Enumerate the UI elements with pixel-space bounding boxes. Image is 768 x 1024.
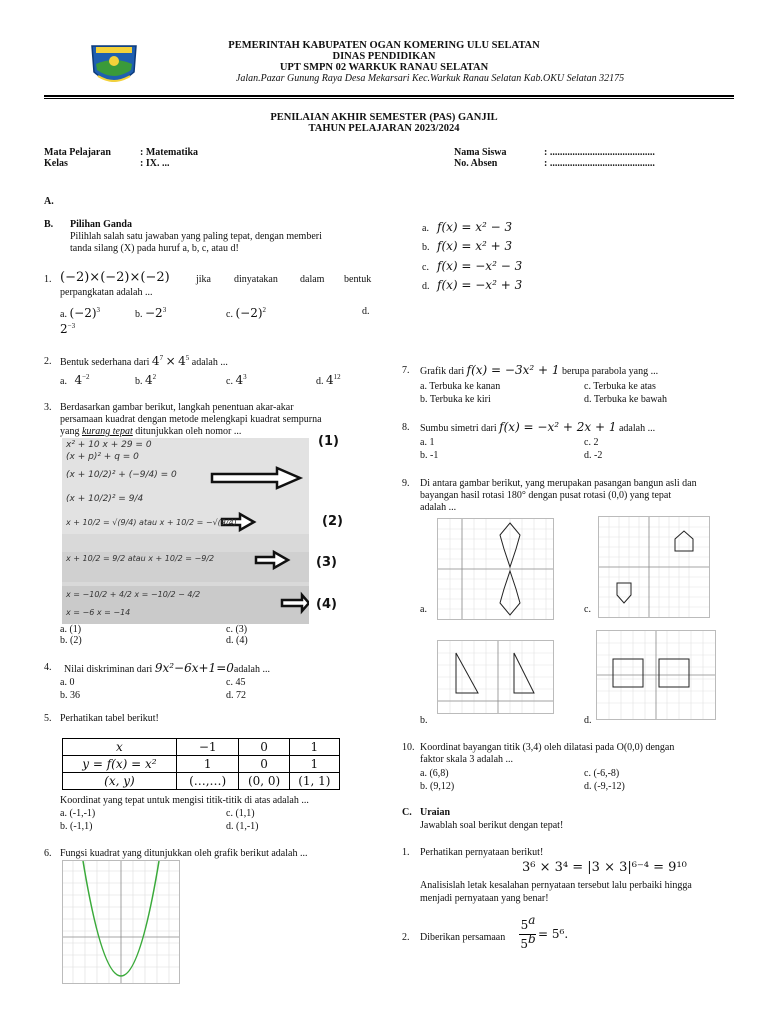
- header-rule-thick: [44, 95, 734, 97]
- q2-option-a[interactable]: a. $4^{-2}$: [60, 373, 90, 387]
- q5-question: Koordinat yang tepat untuk mengisi titik-titik di atas adalah ...: [60, 795, 309, 806]
- u2-fraction-numerator: 5$^a$: [520, 913, 536, 932]
- header-department: DINAS PENDIDIKAN: [332, 51, 436, 62]
- table-cell: y = f(x) = x²: [63, 756, 177, 773]
- q6-parabola-graph: [62, 860, 180, 984]
- class-value: : IX. ...: [140, 158, 170, 169]
- section-c-title: Uraian: [420, 807, 450, 818]
- q9-option-b[interactable]: b.: [420, 715, 428, 726]
- u2-number: 2.: [402, 932, 410, 943]
- q3-option-c[interactable]: c. (3): [226, 624, 248, 635]
- table-row: [63, 739, 340, 756]
- q6-option-b-letter[interactable]: b.: [422, 242, 430, 253]
- u2-fraction-denominator: 5$^b$: [520, 932, 536, 951]
- q6-option-a[interactable]: f(x) = x² − 3: [437, 220, 513, 234]
- q8-option-a[interactable]: a. 1: [420, 437, 435, 448]
- q10-text-line2: faktor skala 3 adalah ...: [420, 754, 514, 765]
- table-row: [63, 773, 340, 790]
- q7-option-a[interactable]: a. Terbuka ke kanan: [420, 381, 501, 392]
- header-school: UPT SMPN 02 WARKUK RANAU SELATAN: [279, 62, 489, 73]
- q4-option-d[interactable]: d. 72: [226, 690, 246, 701]
- class-label: Kelas: [44, 158, 68, 169]
- section-b-label: B.: [44, 219, 54, 230]
- q10-option-d[interactable]: d. (-9,-12): [584, 781, 625, 792]
- q6-text: Fungsi kuadrat yang ditunjukkan oleh grafik berikut adalah ...: [60, 848, 308, 859]
- exam-title: PENILAIAN AKHIR SEMESTER (PAS) GANJIL: [270, 112, 498, 123]
- u2-rhs: = 5⁶.: [538, 927, 569, 941]
- subject-value: : Matematika: [140, 147, 199, 158]
- section-c-label: C.: [402, 807, 412, 818]
- q2-option-b[interactable]: b. $4^2$: [135, 373, 157, 387]
- q2-option-d[interactable]: d. $4^{12}$: [316, 373, 341, 387]
- section-c-instruction: Jawablah soal berikut dengan tepat!: [420, 820, 564, 831]
- q8-option-c[interactable]: c. 2: [584, 437, 599, 448]
- q4-option-a[interactable]: a. 0: [60, 677, 75, 688]
- u1-text: Perhatikan pernyataan berikut!: [420, 847, 544, 858]
- u1-text-line2: menjadi pernyataan yang benar!: [420, 893, 549, 904]
- q2-number: 2.: [44, 356, 52, 367]
- section-b-title: Pilihan Ganda: [70, 219, 132, 230]
- q1-expression: (−2)×(−2)×(−2): [60, 270, 170, 285]
- q1-option-d[interactable]: $2^{-3}$: [60, 322, 76, 336]
- q4-option-b[interactable]: b. 36: [60, 690, 80, 701]
- q8-option-d[interactable]: d. -2: [584, 450, 603, 461]
- q6-option-c-letter[interactable]: c.: [422, 262, 429, 273]
- q10-number: 10.: [402, 742, 415, 753]
- table-cell: 0: [239, 739, 289, 756]
- q3-hw-line: x + 10/2 = √(9/4) atau x + 10/2 = −√(9/4): [66, 518, 237, 527]
- q6-number: 6.: [44, 848, 52, 859]
- q1-option-d-letter[interactable]: d.: [362, 306, 370, 317]
- table-cell: 1: [176, 756, 239, 773]
- header-government: PEMERINTAH KABUPATEN OGAN KOMERING ULU SELATAN: [228, 40, 540, 51]
- q3-step-label: (3): [316, 555, 337, 570]
- q5-option-d[interactable]: d. (1,-1): [226, 821, 259, 832]
- q1-word: jika: [196, 274, 211, 285]
- table-cell: 1: [289, 756, 339, 773]
- q3-step-label: (1): [318, 434, 339, 449]
- q7-option-c[interactable]: c. Terbuka ke atas: [584, 381, 656, 392]
- table-cell: (0, 0): [239, 773, 289, 790]
- q4-number: 4.: [44, 662, 52, 673]
- q10-option-b[interactable]: b. (9,12): [420, 781, 455, 792]
- q3-step-label: (2): [322, 514, 343, 529]
- section-b-instruction-1: Pilihlah salah satu jawaban yang paling tepat, dengan memberi: [70, 231, 322, 242]
- header-address: Jalan.Pazar Gunung Raya Desa Mekarsari Kec.Warkuk Ranau Selatan Kab.OKU Selatan 32175: [235, 73, 625, 84]
- q9-option-d[interactable]: d.: [584, 715, 592, 726]
- q9-text-line1: Di antara gambar berikut, yang merupakan pasangan bangun asli dan: [420, 478, 697, 489]
- table-cell: −1: [176, 739, 239, 756]
- q1-option-c[interactable]: c. $(-2)^2$: [226, 306, 267, 320]
- subject-label: Mata Pelajaran: [44, 147, 111, 158]
- q1-word: dinyatakan: [234, 274, 278, 285]
- q6-option-c[interactable]: f(x) = −x² − 3: [437, 259, 523, 273]
- q9-figure-b[interactable]: [437, 640, 554, 714]
- q3-hw-line: (x + p)² + q = 0: [66, 452, 139, 462]
- q3-text-line2: persamaan kuadrat dengan metode melengkapi kuadrat sempurna: [60, 414, 322, 425]
- u1-number: 1.: [402, 847, 410, 858]
- q9-text-line2: bayangan hasil rotasi 180° dengan pusat rotasi (0,0) yang tepat: [420, 490, 672, 501]
- q6-option-a-letter[interactable]: a.: [422, 223, 429, 234]
- header-rule-thin: [44, 98, 734, 99]
- q5-option-b[interactable]: b. (-1,1): [60, 821, 93, 832]
- q9-number: 9.: [402, 478, 410, 489]
- u1-text-line1: Analisislah letak kesalahan pernyataan tersebut lalu perbaiki hingga: [420, 880, 692, 891]
- q1-number: 1.: [44, 274, 52, 285]
- q5-text: Perhatikan tabel berikut!: [60, 713, 159, 724]
- q3-hw-line: x = −10/2 + 4/2 x = −10/2 − 4/2: [66, 590, 201, 599]
- q6-option-d-letter[interactable]: d.: [422, 281, 430, 292]
- table-cell: (…,…): [176, 773, 239, 790]
- q9-figure-d[interactable]: [596, 630, 716, 720]
- q3-handwritten-photo: [62, 438, 309, 624]
- q3-hw-line: x + 10/2 = 9/2 atau x + 10/2 = −9/2: [66, 554, 215, 563]
- q1-word: dalam: [300, 274, 325, 285]
- q7-number: 7.: [402, 365, 410, 376]
- q1-text-line2: perpangkatan adalah ...: [60, 287, 153, 298]
- q3-number: 3.: [44, 402, 52, 413]
- q7-option-b[interactable]: b. Terbuka ke kiri: [420, 394, 491, 405]
- name-label: Nama Siswa: [454, 147, 507, 158]
- q10-text-line1: Koordinat bayangan titik (3,4) oleh dilatasi pada O(0,0) dengan: [420, 742, 675, 753]
- q2-text: Bentuk sederhana dari $4^7 \times 4^5$ adalah ...: [60, 354, 228, 368]
- table-cell: 0: [239, 756, 289, 773]
- u2-text: Diberikan persamaan: [420, 932, 506, 943]
- q9-figure-c[interactable]: [598, 516, 710, 618]
- table-cell: (1, 1): [289, 773, 339, 790]
- q9-text-line3: adalah ...: [420, 502, 457, 513]
- table-row: [63, 756, 340, 773]
- absen-field[interactable]: : ..........................................: [544, 158, 655, 169]
- q5-number: 5.: [44, 713, 52, 724]
- q5-table: [62, 738, 340, 790]
- q4-option-c[interactable]: c. 45: [226, 677, 246, 688]
- q3-hw-line: x² + 10 x + 29 = 0: [66, 440, 152, 450]
- q7-option-d[interactable]: d. Terbuka ke bawah: [584, 394, 667, 405]
- q3-hw-line: (x + 10/2)² = 9/4: [66, 494, 144, 504]
- section-b-instruction-2: tanda silang (X) pada huruf a, b, c, atau d!: [70, 243, 239, 254]
- q5-option-a[interactable]: a. (-1,-1): [60, 808, 96, 819]
- q1-word: bentuk: [344, 274, 372, 285]
- q5-option-c[interactable]: c. (1,1): [226, 808, 255, 819]
- q3-step-label: (4): [316, 597, 337, 612]
- q6-option-d[interactable]: f(x) = −x² + 3: [437, 278, 523, 292]
- q2-option-c[interactable]: c. $4^3$: [226, 373, 247, 387]
- q3-text-line3: yang kurang tepat ditunjukkan oleh nomor ...: [60, 426, 242, 437]
- q8-text: Sumbu simetri dari f(x) = −x² + 2x + 1 adalah ...: [420, 420, 656, 434]
- q6-option-b[interactable]: f(x) = x² + 3: [437, 239, 513, 253]
- q8-option-b[interactable]: b. -1: [420, 450, 439, 461]
- q3-hw-line: x = −6 x = −14: [66, 608, 131, 617]
- q3-text-line1: Berdasarkan gambar berikut, langkah penentuan akar-akar: [60, 402, 294, 413]
- name-field[interactable]: : ..........................................: [544, 147, 655, 158]
- u1-expression: 3⁶ × 3⁴ = |3 × 3|⁶⁻⁴ = 9¹⁰: [522, 860, 687, 875]
- q9-figure-a[interactable]: [437, 518, 554, 620]
- q3-option-a[interactable]: a. (1): [60, 624, 82, 635]
- q8-number: 8.: [402, 422, 410, 433]
- q10-option-a[interactable]: a. (6,8): [420, 768, 449, 779]
- table-cell: (x, y): [63, 773, 177, 790]
- section-a-label: A.: [44, 196, 54, 207]
- q9-option-a[interactable]: a.: [420, 604, 427, 615]
- table-cell: x: [63, 739, 177, 756]
- q3-option-d[interactable]: d. (4): [226, 635, 248, 646]
- q1-option-b[interactable]: b. $-2^3$: [135, 306, 167, 320]
- q10-option-c[interactable]: c. (-6,-8): [584, 768, 620, 779]
- exam-year: TAHUN PELAJARAN 2023/2024: [308, 123, 460, 134]
- q9-option-c[interactable]: c.: [584, 604, 591, 615]
- q7-text: Grafik dari f(x) = −3x² + 1 berupa parabola yang ...: [420, 363, 659, 377]
- q3-option-b[interactable]: b. (2): [60, 635, 82, 646]
- q3-hw-line: (x + 10/2)² + (−9/4) = 0: [66, 470, 177, 480]
- q1-option-a[interactable]: a. $(-2)^3$: [60, 306, 101, 320]
- absen-label: No. Absen: [454, 158, 498, 169]
- q4-text: Nilai diskriminan dari 9x²−6x+1=0adalah ...: [64, 661, 270, 675]
- table-cell: 1: [289, 739, 339, 756]
